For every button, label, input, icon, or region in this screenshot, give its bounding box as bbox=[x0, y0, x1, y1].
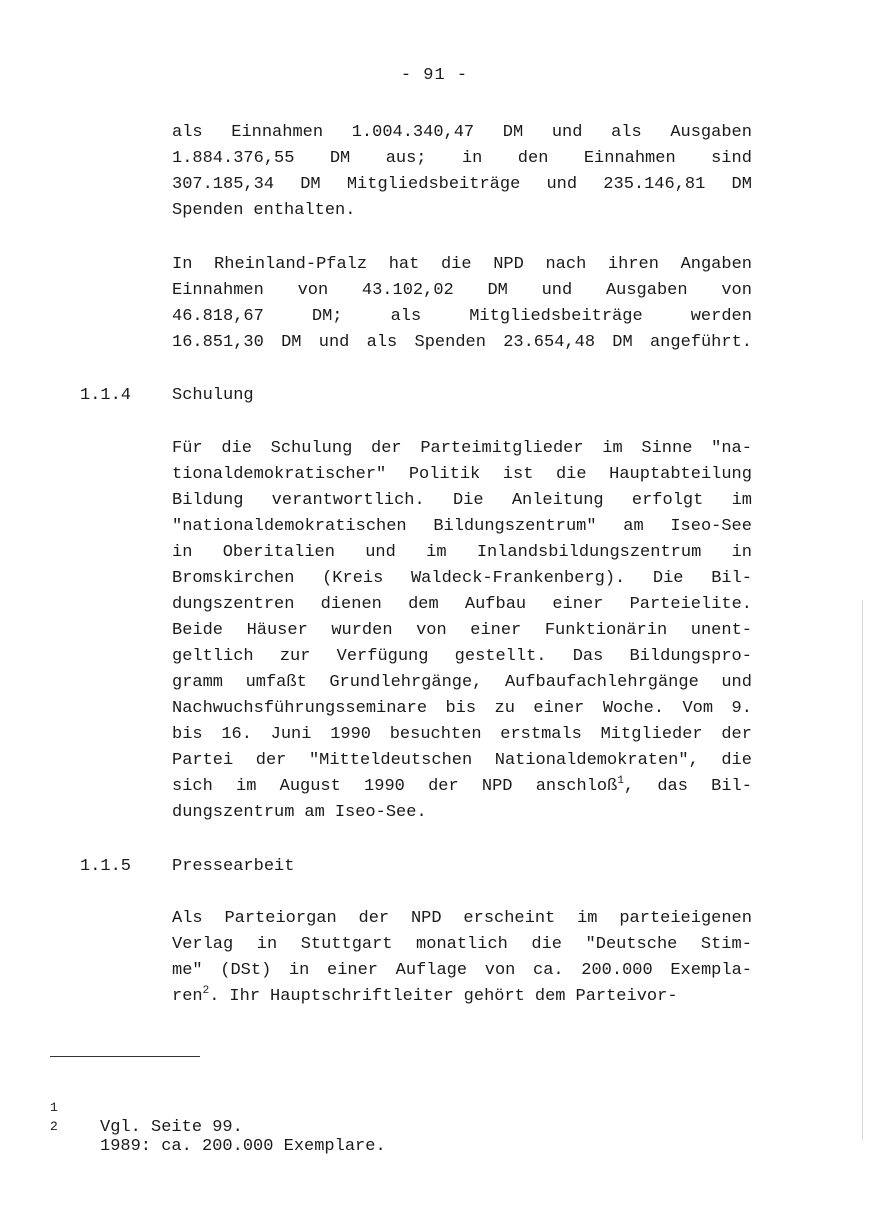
word: (DSt) bbox=[220, 961, 272, 980]
word: der bbox=[358, 909, 390, 928]
word: August bbox=[279, 777, 341, 796]
text-line bbox=[172, 146, 752, 172]
word: Verlag bbox=[172, 935, 234, 954]
text-line bbox=[172, 906, 752, 932]
word: "nationaldemokratischen bbox=[172, 517, 407, 536]
text-line bbox=[172, 748, 752, 774]
word: gestellt. bbox=[454, 647, 547, 666]
word: der bbox=[371, 439, 402, 458]
footnote-marker: 1 bbox=[50, 1100, 58, 1115]
footnote-ref: 1 bbox=[617, 775, 624, 787]
word: Ausgaben bbox=[670, 123, 752, 142]
section-number: 1.1.5 bbox=[80, 857, 132, 876]
word: am bbox=[304, 803, 325, 822]
word: Politik bbox=[408, 465, 481, 484]
word: DM; bbox=[311, 307, 343, 326]
paragraph-pressearbeit bbox=[172, 906, 752, 1010]
word: Angaben bbox=[680, 255, 752, 274]
text-line bbox=[172, 304, 752, 330]
word: In bbox=[172, 255, 193, 274]
word: tionaldemokratischer" bbox=[172, 465, 387, 484]
word-with-footnote bbox=[172, 984, 219, 1010]
word: Hauptabteilung bbox=[609, 465, 752, 484]
word: Nachwuchsführungsseminare bbox=[172, 699, 428, 718]
word: Bromskirchen bbox=[172, 569, 295, 588]
word: Anleitung bbox=[511, 491, 604, 510]
word: Rheinland-Pfalz bbox=[214, 255, 368, 274]
word: nach bbox=[545, 255, 587, 274]
word: Parteiorgan bbox=[224, 909, 337, 928]
text-line bbox=[172, 488, 752, 514]
word: von bbox=[416, 621, 447, 640]
word: von bbox=[297, 281, 329, 300]
word: dem bbox=[534, 987, 566, 1006]
word: dungszentrum bbox=[172, 803, 295, 822]
word: sich bbox=[172, 777, 213, 796]
word: Für bbox=[172, 439, 203, 458]
word: NPD bbox=[493, 255, 524, 274]
word: Mitglieder bbox=[600, 725, 703, 744]
text-line bbox=[172, 120, 752, 146]
section-number: 1.1.4 bbox=[80, 386, 132, 405]
word: in bbox=[731, 543, 752, 562]
punctuation: , bbox=[623, 777, 635, 796]
footnote-divider bbox=[50, 1056, 200, 1057]
paragraph-finances-rlp bbox=[172, 252, 752, 356]
word: Exempla- bbox=[670, 961, 752, 980]
word: "Deutsche bbox=[585, 935, 678, 954]
word: Funktionärin bbox=[544, 621, 668, 640]
word: der bbox=[721, 725, 752, 744]
text-line bbox=[172, 462, 752, 488]
word: in bbox=[461, 149, 483, 168]
word: 1990 bbox=[330, 725, 371, 744]
word: Verfügung bbox=[336, 647, 429, 666]
word: die bbox=[721, 751, 752, 770]
word: 1990 bbox=[364, 777, 405, 796]
word: und bbox=[546, 175, 578, 194]
word: dem bbox=[408, 595, 439, 614]
word: Die bbox=[652, 569, 684, 588]
text-line bbox=[172, 774, 752, 800]
word: Vom bbox=[682, 699, 714, 718]
word: aus; bbox=[385, 149, 427, 168]
word: sind bbox=[711, 149, 752, 168]
word: einer bbox=[552, 595, 604, 614]
word: Beide bbox=[172, 621, 224, 640]
word: Als bbox=[172, 909, 203, 928]
word: als bbox=[390, 307, 422, 326]
word: Bil- bbox=[711, 569, 752, 588]
word: gehört bbox=[463, 987, 525, 1006]
word: "Mitteldeutschen bbox=[308, 751, 473, 770]
word: 23.654,48 bbox=[503, 333, 596, 352]
word: der bbox=[428, 777, 459, 796]
text-line bbox=[172, 670, 752, 696]
word: Einnahmen bbox=[231, 123, 324, 142]
word: Die bbox=[452, 491, 484, 510]
word: Inlandsbildungszentrum bbox=[476, 543, 702, 562]
text-line bbox=[172, 566, 752, 592]
word: und bbox=[318, 333, 350, 352]
word: als bbox=[366, 333, 398, 352]
word: 43.102,02 bbox=[361, 281, 454, 300]
page-number: - 91 - bbox=[400, 66, 469, 85]
word: erstmals bbox=[500, 725, 582, 744]
text-line bbox=[172, 278, 752, 304]
word: werden bbox=[690, 307, 752, 326]
word: im bbox=[731, 491, 752, 510]
text-line bbox=[172, 514, 752, 540]
word: 1.884.376,55 bbox=[172, 149, 295, 168]
word: umfaßt bbox=[245, 673, 307, 692]
text-line bbox=[172, 172, 752, 198]
word: Schulung bbox=[270, 439, 353, 458]
word: Partei bbox=[172, 751, 234, 770]
text-line bbox=[172, 618, 752, 644]
word: 16.851,30 bbox=[172, 333, 264, 352]
word: Sinne bbox=[641, 439, 693, 458]
section-title: Pressearbeit bbox=[172, 857, 295, 876]
word: als bbox=[611, 123, 642, 142]
word: die bbox=[531, 935, 563, 954]
word: Ihr bbox=[229, 987, 261, 1006]
scan-edge-shadow bbox=[862, 600, 863, 1140]
text-line bbox=[172, 696, 752, 722]
word: 307.185,34 bbox=[172, 175, 275, 194]
word: einer bbox=[327, 961, 379, 980]
footnote-text: 1989: ca. 200.000 Exemplare. bbox=[100, 1137, 386, 1156]
text-line bbox=[172, 800, 752, 826]
word: ren bbox=[172, 987, 203, 1006]
word: dienen bbox=[320, 595, 382, 614]
word: Hauptschriftleiter bbox=[270, 987, 454, 1006]
word: 235.146,81 bbox=[603, 175, 706, 194]
word: im bbox=[236, 777, 257, 796]
word: dungszentren bbox=[172, 595, 295, 614]
word: einer bbox=[470, 621, 522, 640]
word: geltlich bbox=[172, 647, 254, 666]
word: gramm bbox=[172, 673, 224, 692]
word: Bil- bbox=[711, 777, 752, 796]
word: Stuttgart bbox=[300, 935, 393, 954]
word: Grundlehrgänge, bbox=[329, 673, 483, 692]
word: wurden bbox=[331, 621, 393, 640]
word: erfolgt bbox=[631, 491, 704, 510]
word: den bbox=[517, 149, 549, 168]
word: DM bbox=[612, 333, 633, 352]
word: 1.004.340,47 bbox=[351, 123, 475, 142]
word: in bbox=[288, 961, 310, 980]
text-line bbox=[172, 436, 752, 462]
word: NPD bbox=[481, 777, 513, 796]
word: DM bbox=[502, 123, 524, 142]
word: verantwortlich. bbox=[271, 491, 425, 510]
word: Das bbox=[572, 647, 604, 666]
word: "na- bbox=[711, 439, 752, 458]
word: Mitgliedsbeiträge bbox=[469, 307, 643, 326]
footnote-marker: 2 bbox=[50, 1119, 58, 1134]
footnote-text: Vgl. Seite 99. bbox=[100, 1118, 243, 1137]
text-line bbox=[172, 252, 752, 278]
text-line bbox=[172, 958, 752, 984]
word: Mitgliedsbeiträge bbox=[346, 175, 521, 194]
word: NPD bbox=[410, 909, 442, 928]
word: DM bbox=[329, 149, 351, 168]
footnote-ref: 2 bbox=[202, 985, 210, 997]
word: die bbox=[555, 465, 587, 484]
section-title: Schulung bbox=[172, 386, 254, 405]
word: Oberitalien bbox=[222, 543, 335, 562]
word: bis bbox=[445, 699, 477, 718]
word: bis bbox=[172, 725, 203, 744]
word: angeführt. bbox=[649, 333, 752, 352]
word: ca. bbox=[533, 961, 564, 980]
text-line bbox=[172, 592, 752, 618]
word: ihren bbox=[607, 255, 659, 274]
word: und bbox=[721, 673, 752, 692]
word: DM bbox=[487, 281, 508, 300]
word: DM bbox=[281, 333, 302, 352]
word: einer bbox=[533, 699, 585, 718]
text-line bbox=[172, 540, 752, 566]
word: von bbox=[721, 281, 752, 300]
text-line bbox=[172, 932, 752, 958]
word: in bbox=[172, 543, 193, 562]
text-line bbox=[172, 722, 752, 748]
word: Einnahmen bbox=[172, 281, 264, 300]
word: Iseo-See bbox=[670, 517, 752, 536]
word: am bbox=[623, 517, 644, 536]
word: me" bbox=[172, 961, 203, 980]
word: 16. bbox=[221, 725, 252, 744]
word: DM bbox=[300, 175, 321, 194]
word: Parteielite. bbox=[629, 595, 752, 614]
word: im bbox=[602, 439, 623, 458]
word: Spenden bbox=[172, 201, 244, 220]
word: Juni bbox=[270, 725, 312, 744]
word: hat bbox=[388, 255, 420, 274]
word: Spenden bbox=[414, 333, 486, 352]
word: von bbox=[484, 961, 516, 980]
word: Waldeck-Frankenberg). bbox=[410, 569, 626, 588]
word: und bbox=[551, 123, 583, 142]
paragraph-finances-1 bbox=[172, 120, 752, 224]
word: Auflage bbox=[395, 961, 468, 980]
word: und bbox=[541, 281, 573, 300]
word: 46.818,67 bbox=[172, 307, 264, 326]
paragraph-schulung bbox=[172, 436, 752, 826]
word: Iseo-See. bbox=[334, 803, 427, 822]
word: Einnahmen bbox=[583, 149, 676, 168]
word: zur bbox=[279, 647, 311, 666]
word: Ausgaben bbox=[605, 281, 688, 300]
word: DM bbox=[731, 175, 752, 194]
word: Parteivor- bbox=[575, 987, 678, 1006]
word: Woche. bbox=[602, 699, 665, 718]
text-line bbox=[172, 198, 752, 224]
word-with-footnote bbox=[536, 774, 634, 800]
word: Häuser bbox=[246, 621, 308, 640]
word: parteieigenen bbox=[619, 909, 752, 928]
word: das bbox=[657, 777, 688, 796]
punctuation: . bbox=[209, 987, 220, 1006]
word: der bbox=[255, 751, 287, 770]
word: im bbox=[426, 543, 447, 562]
word: Nationaldemokraten", bbox=[494, 751, 699, 770]
word: 200.000 bbox=[581, 961, 653, 980]
word: erscheint bbox=[463, 909, 556, 928]
text-line bbox=[172, 644, 752, 670]
word: zu bbox=[494, 699, 515, 718]
word: enthalten. bbox=[253, 201, 356, 220]
word: Aufbau bbox=[464, 595, 527, 614]
text-line bbox=[172, 984, 752, 1010]
word: Bildung bbox=[172, 491, 244, 510]
word: Parteimitglieder bbox=[420, 439, 584, 458]
word: Bildungspro- bbox=[629, 647, 752, 666]
word: 9. bbox=[731, 699, 752, 718]
text-line bbox=[172, 330, 752, 356]
word: besuchten bbox=[389, 725, 482, 744]
word: (Kreis bbox=[322, 569, 384, 588]
word: monatlich bbox=[416, 935, 508, 954]
word: Bildungszentrum" bbox=[433, 517, 597, 536]
word: im bbox=[577, 909, 598, 928]
word: anschloß bbox=[535, 777, 618, 796]
word: ist bbox=[502, 465, 534, 484]
word: als bbox=[172, 123, 203, 142]
word: die bbox=[221, 439, 252, 458]
word: Aufbaufachlehrgänge bbox=[504, 673, 699, 692]
word: Stim- bbox=[700, 935, 752, 954]
word: unent- bbox=[690, 621, 752, 640]
word: in bbox=[256, 935, 278, 954]
word: die bbox=[440, 255, 472, 274]
word: und bbox=[365, 543, 396, 562]
